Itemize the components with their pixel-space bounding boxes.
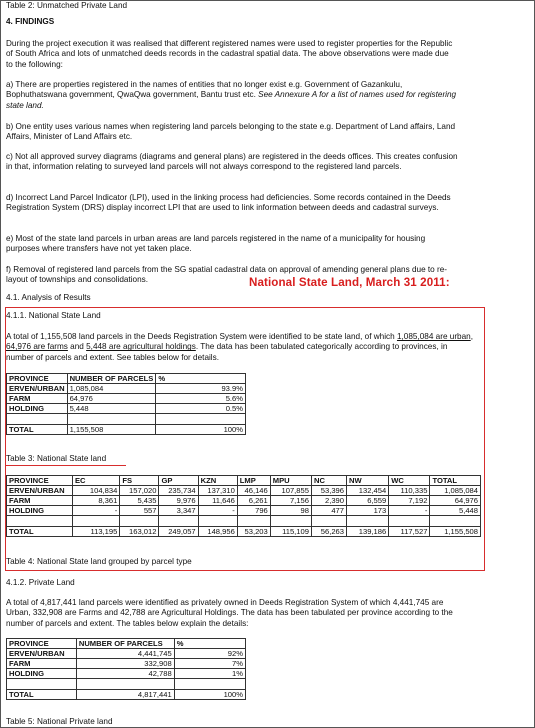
table-cell (174, 679, 245, 690)
table-row (7, 486, 481, 496)
table-cell: 11,646 (198, 496, 237, 506)
table-cell: 157,020 (120, 486, 159, 496)
table-header-cell: NW (347, 476, 389, 486)
table-cell: 1,085,084 (430, 486, 481, 496)
table-row-label: ERVEN/URBAN (7, 384, 68, 394)
table-row (7, 414, 246, 425)
table-row-label: HOLDING (7, 506, 73, 516)
table-cell: - (72, 506, 119, 516)
table-cell: 5.6% (156, 394, 246, 404)
urban-count-highlight: 1,085,084 are urban (396, 332, 471, 341)
table-cell: - (389, 506, 430, 516)
table-header-cell: PROVINCE (7, 476, 73, 486)
table-header-cell: NUMBER OF PARCELS (76, 639, 174, 649)
table-cell: 7,192 (389, 496, 430, 506)
table-cell: 148,956 (198, 527, 237, 537)
table-5-caption: Table 5: National Private land (6, 717, 113, 726)
table-cell: 235,734 (159, 486, 198, 496)
table-cell (430, 516, 481, 527)
table-row-label (7, 679, 77, 690)
table-cell: 46,146 (237, 486, 270, 496)
table-cell: 1,155,508 (67, 425, 156, 435)
table-cell: 2,390 (311, 496, 346, 506)
state-land-sep-2: and (67, 342, 87, 352)
table-cell: 64,976 (67, 394, 156, 404)
table-row (7, 384, 246, 394)
table-cell (347, 516, 389, 527)
table-row-label: FARM (7, 659, 77, 669)
table-header-cell: WC (389, 476, 430, 486)
finding-d: d) Incorrect Land Parcel Indicator (LPI), used in the linking process had deficiencies. Some records contained in the Deeds Registration System (DRS) display incorrect LPI that are used to link information between deeds and cadastral surveys. (6, 193, 451, 213)
table-cell: 477 (311, 506, 346, 516)
table-cell: 3,347 (159, 506, 198, 516)
finding-a-annexure-note: See Annexure A for a list of names used for registering state land. (6, 90, 457, 110)
table-cell: 5,448 (67, 404, 156, 414)
table-4-caption: Table 4: National State land grouped by parcel type (6, 557, 192, 566)
table-cell: 332,908 (76, 659, 174, 669)
table-header-cell: GP (159, 476, 198, 486)
table-cell: 1,155,508 (430, 527, 481, 537)
table-cell: 53,396 (311, 486, 346, 496)
table-row-label: HOLDING (7, 404, 68, 414)
table-cell: 107,855 (270, 486, 311, 496)
table-cell: 163,012 (120, 527, 159, 537)
table-header-cell: TOTAL (430, 476, 481, 486)
table-row (7, 506, 481, 516)
table-header-cell: EC (72, 476, 119, 486)
table-row (7, 649, 246, 659)
findings-intro: During the project execution it was realised that different registered names were used to register properties for the Republic of South Africa and lots of unmatched deeds records in the cadastral spatial data. The above observations were made due to the following: (6, 39, 453, 69)
table-cell: 115,109 (270, 527, 311, 537)
holding-count-highlight: 5,448 are agricultural holdings (86, 342, 196, 352)
table-cell: 6,559 (347, 496, 389, 506)
table-cell: 557 (120, 506, 159, 516)
table-cell: 4,817,441 (76, 690, 174, 700)
table-header-row (7, 476, 481, 486)
table-cell: 92% (174, 649, 245, 659)
table-cell: 139,186 (347, 527, 389, 537)
table-row-label: FARM (7, 394, 68, 404)
state-land-by-parcel-type-table (6, 475, 481, 537)
findings-heading: 4. FINDINGS (6, 17, 55, 26)
table-header-row (7, 639, 246, 649)
table-cell (311, 516, 346, 527)
table-cell (198, 516, 237, 527)
table-header-cell: FS (120, 476, 159, 486)
table-cell (156, 414, 246, 425)
table-header-row (7, 374, 246, 384)
table-row-label (7, 414, 68, 425)
caption-underline (6, 465, 126, 466)
table-cell: 98 (270, 506, 311, 516)
table-cell: 5,448 (430, 506, 481, 516)
table-row (7, 394, 246, 404)
state-land-sep-1: , (470, 332, 473, 341)
table-row-label: ERVEN/URBAN (7, 486, 73, 496)
table-cell: 7% (174, 659, 245, 669)
table-cell: 100% (156, 425, 246, 435)
national-private-land-table (6, 638, 246, 700)
table-row (7, 679, 246, 690)
table-cell: - (198, 506, 237, 516)
table-3-caption: Table 3: National State land (6, 454, 107, 463)
finding-a (6, 80, 461, 111)
table-cell: 7,156 (270, 496, 311, 506)
table-header-cell: NUMBER OF PARCELS (67, 374, 156, 384)
table-cell: 137,310 (198, 486, 237, 496)
table-cell: 4,441,745 (76, 649, 174, 659)
private-land-paragraph: A total of 4,817,441 land parcels were identified as privately owned in Deeds Registration System of which 4,441,745 are Urban, 332,908 are Farms and 42,788 are Agricultural Holdings. The data has been tabulated per province according to the number of parcels and extent. The tables below explain the details: (6, 598, 453, 628)
finding-f: f) Removal of registered land parcels from the SG spatial cadastral data on approval of amending general plans due to re-layout of townships and consolidations. (6, 265, 448, 285)
table-cell: 64,976 (430, 496, 481, 506)
table-cell (67, 414, 156, 425)
table-header-cell: PROVINCE (7, 374, 68, 384)
table-cell: 132,454 (347, 486, 389, 496)
table-header-cell: % (174, 639, 245, 649)
table-cell: 110,335 (389, 486, 430, 496)
table-header-cell: MPU (270, 476, 311, 486)
table-row-label: TOTAL (7, 425, 68, 435)
table-header-cell: % (156, 374, 246, 384)
table-cell: 1% (174, 669, 245, 679)
table-row (7, 404, 246, 414)
table-cell: 6,261 (237, 496, 270, 506)
table-row-label (7, 516, 73, 527)
table-cell (159, 516, 198, 527)
table-row (7, 527, 481, 537)
table-row-label: FARM (7, 496, 73, 506)
table-header-cell: NC (311, 476, 346, 486)
table-2-caption: Table 2: Unmatched Private Land (6, 1, 128, 10)
table-cell: 53,203 (237, 527, 270, 537)
national-state-land-table (6, 373, 246, 435)
finding-e: e) Most of the state land parcels in urban areas are land parcels registered in the name of a municipality for housing purposes where transfers have not yet taken place. (6, 234, 426, 254)
table-header-cell: LMP (237, 476, 270, 486)
table-row (7, 516, 481, 527)
table-row (7, 669, 246, 679)
table-cell: 56,263 (311, 527, 346, 537)
table-cell: 796 (237, 506, 270, 516)
state-land-paragraph (6, 332, 476, 363)
table-row (7, 659, 246, 669)
table-row-label: TOTAL (7, 690, 77, 700)
table-row-label: HOLDING (7, 669, 77, 679)
table-header-cell: KZN (198, 476, 237, 486)
table-cell (120, 516, 159, 527)
analysis-heading: 4.1. Analysis of Results (6, 293, 91, 302)
table-header-cell: PROVINCE (7, 639, 77, 649)
table-cell: 9,976 (159, 496, 198, 506)
finding-c: c) Not all approved survey diagrams (diagrams and general plans) are registered in the deeds offices. This creates confusion in that, information relating to surveyed land parcels will not always correspond to the registered land parcels. (6, 152, 458, 172)
farm-count-highlight: 64,976 are farms (6, 342, 68, 352)
table-row (7, 496, 481, 506)
table-cell: 1,085,084 (67, 384, 156, 394)
state-land-text-2: . The data has been tabulated categorically according to provinces, in number of parcels and extent. See tables below for details. (6, 342, 448, 362)
table-cell: 249,057 (159, 527, 198, 537)
table-cell: 93.9% (156, 384, 246, 394)
table-cell: 173 (347, 506, 389, 516)
table-cell: 117,527 (389, 527, 430, 537)
table-cell: 0.5% (156, 404, 246, 414)
table-row (7, 690, 246, 700)
state-land-text-1: A total of 1,155,508 land parcels in the Deeds Registration System were identified to be state land, of which (6, 332, 395, 341)
table-cell (72, 516, 119, 527)
finding-a-text: a) There are properties registered in the names of entities that no longer exist e.g. Government of Gazankulu, Bophuthatswana government, QwaQwa government, Bantu trust etc. (6, 80, 403, 100)
finding-b: b) One entity uses various names when registering land parcels belonging to the state e.g. Department of Land affairs, Land Affairs, Minister of Land Affairs etc. (6, 122, 456, 142)
table-cell: 104,834 (72, 486, 119, 496)
table-cell: 100% (174, 690, 245, 700)
table-cell (76, 679, 174, 690)
table-cell: 5,435 (120, 496, 159, 506)
table-cell (270, 516, 311, 527)
state-land-heading: 4.1.1. National State Land (6, 311, 101, 320)
private-land-heading: 4.1.2. Private Land (6, 578, 75, 587)
table-row-label: TOTAL (7, 527, 73, 537)
table-cell: 113,195 (72, 527, 119, 537)
table-row-label: ERVEN/URBAN (7, 649, 77, 659)
table-cell (389, 516, 430, 527)
national-state-land-annotation: National State Land, March 31 2011: (249, 276, 450, 289)
table-row (7, 425, 246, 435)
table-cell: 8,361 (72, 496, 119, 506)
table-cell (237, 516, 270, 527)
table-cell: 42,788 (76, 669, 174, 679)
